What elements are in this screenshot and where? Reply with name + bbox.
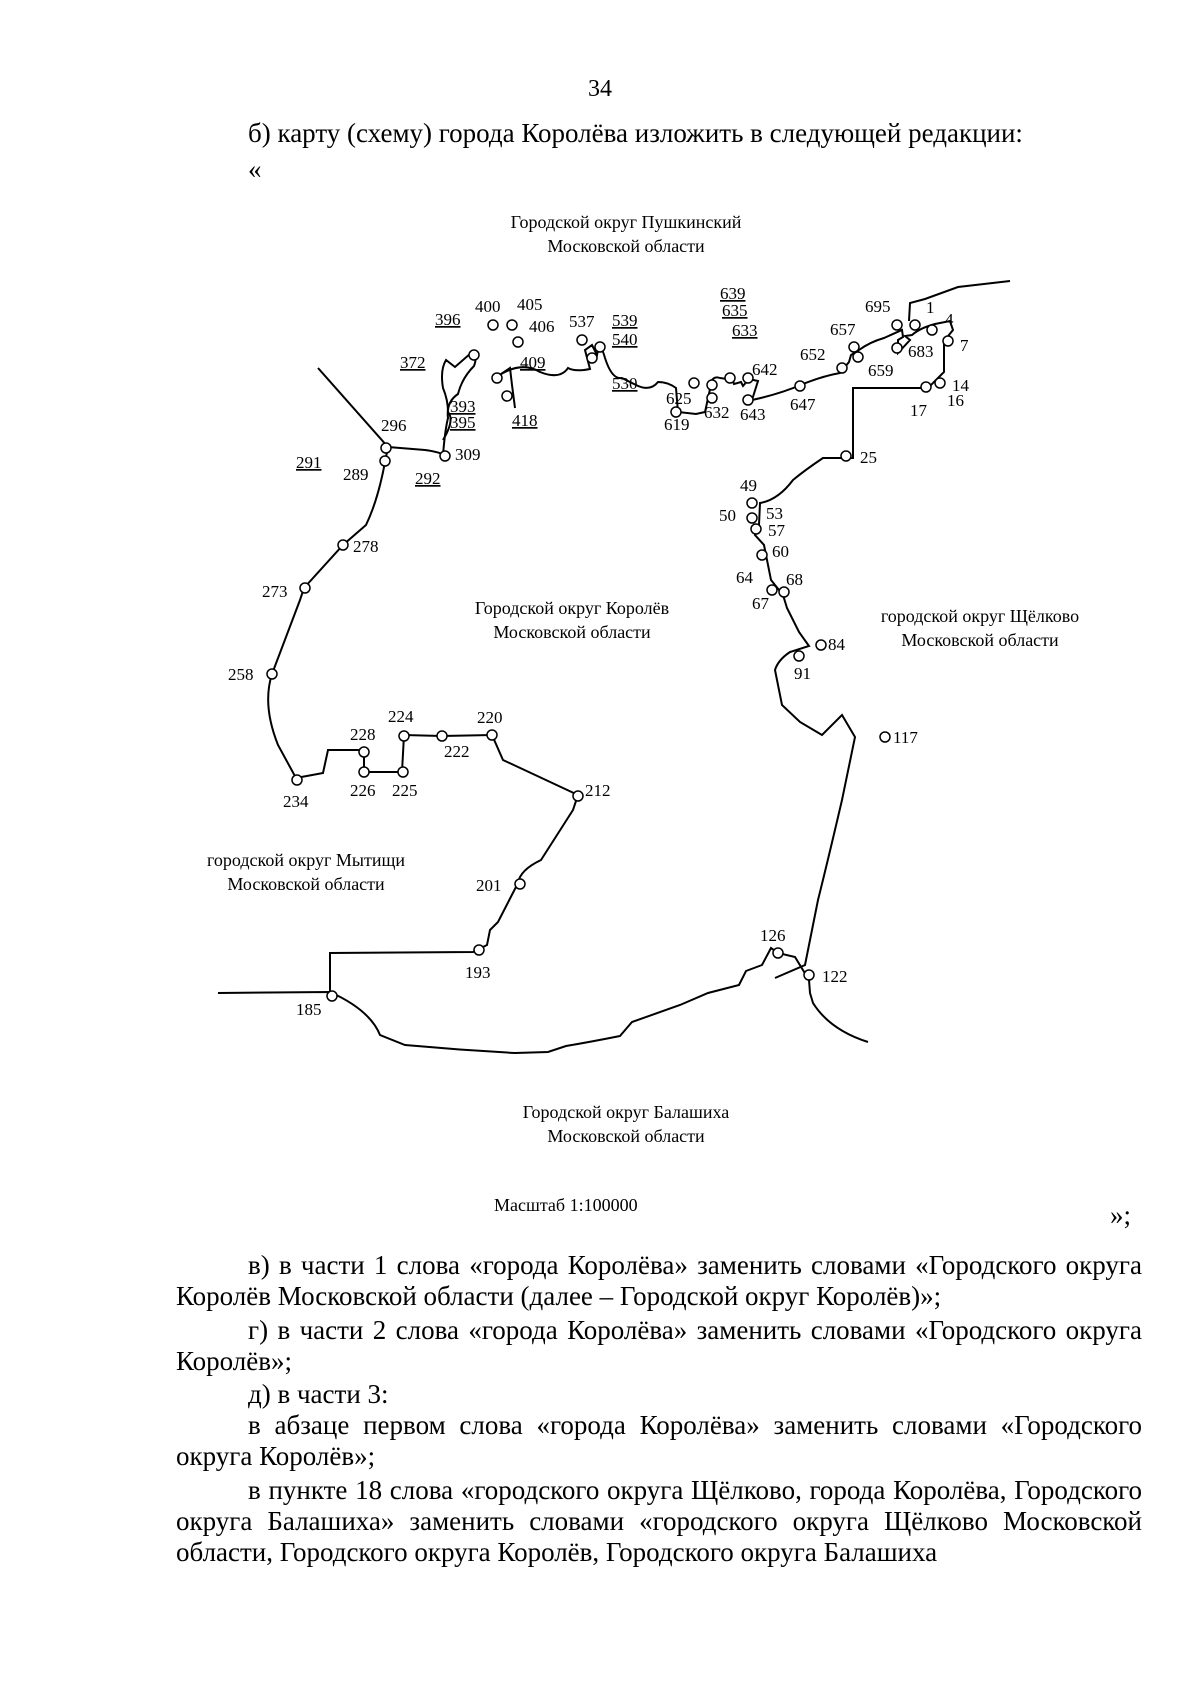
marker-400 — [488, 320, 498, 330]
marker-530 — [587, 353, 597, 363]
point-label-643: 643 — [740, 405, 766, 424]
point-label-633: 633 — [732, 321, 758, 340]
point-label-632: 632 — [704, 403, 730, 422]
marker-372 — [469, 350, 479, 360]
point-label-400: 400 — [475, 297, 501, 316]
marker-226 — [359, 767, 369, 777]
marker-406 — [513, 337, 523, 347]
marker-201 — [515, 879, 525, 889]
point-label-258: 258 — [228, 665, 254, 684]
marker-633 — [725, 373, 735, 383]
marker-683 — [892, 343, 902, 353]
marker-309 — [440, 451, 450, 461]
marker-212 — [573, 791, 583, 801]
region-south-line2: Московской области — [547, 1126, 705, 1146]
marker-539 — [595, 342, 605, 352]
amendment-d — [176, 1379, 1142, 1410]
point-label-185: 185 — [296, 1000, 322, 1019]
point-label-7: 7 — [960, 336, 969, 355]
point-label-273: 273 — [262, 582, 288, 601]
point-label-372: 372 — [400, 353, 426, 372]
point-label-395: 395 — [450, 413, 476, 432]
marker-537 — [577, 335, 587, 345]
region-south-line1: Городской округ Балашиха — [522, 1102, 730, 1122]
point-label-292: 292 — [415, 469, 441, 488]
point-label-14: 14 — [952, 376, 969, 395]
marker-220 — [487, 730, 497, 740]
marker-17 — [921, 382, 931, 392]
point-label-68: 68 — [786, 570, 803, 589]
marker-91 — [794, 651, 804, 661]
point-label-639: 639 — [720, 284, 746, 303]
marker-126 — [773, 948, 783, 958]
point-label-540: 540 — [612, 330, 638, 349]
marker-418 — [502, 391, 512, 401]
point-label-291: 291 — [296, 453, 322, 472]
point-label-409: 409 — [520, 353, 546, 372]
point-label-222: 222 — [444, 742, 470, 761]
marker-234 — [292, 775, 302, 785]
point-label-234: 234 — [283, 792, 309, 811]
point-label-53: 53 — [766, 504, 783, 523]
region-center-line2: Московской области — [493, 622, 651, 642]
marker-652 — [837, 363, 847, 373]
marker-7 — [943, 336, 953, 346]
point-label-396: 396 — [435, 310, 461, 329]
page-number: 34 — [588, 76, 612, 102]
point-label-212: 212 — [585, 781, 611, 800]
point-label-220: 220 — [477, 708, 503, 727]
region-north-line2: Московской области — [547, 236, 705, 256]
marker-57 — [751, 524, 761, 534]
marker-405 — [507, 320, 517, 330]
map-scale: Масштаб 1:100000 — [494, 1195, 638, 1215]
point-label-50: 50 — [719, 506, 736, 525]
point-label-296: 296 — [381, 416, 407, 435]
point-label-4: 4 — [945, 310, 954, 329]
marker-53 — [747, 513, 757, 523]
marker-296 — [381, 443, 391, 453]
marker-25 — [841, 451, 851, 461]
point-label-60: 60 — [772, 542, 789, 561]
amendment-g-text: г) в части 2 слова «города Королёва» заменить словами «Городского округа Королёв»; — [176, 1315, 1142, 1376]
point-label-91: 91 — [794, 664, 811, 683]
region-west-line1: городской округ Мытищи — [206, 850, 406, 870]
point-label-393: 393 — [450, 397, 476, 416]
marker-258 — [267, 669, 277, 679]
point-label-84: 84 — [828, 635, 845, 654]
marker-4 — [927, 325, 937, 335]
region-west-line2: Московской области — [227, 874, 385, 894]
point-label-225: 225 — [392, 781, 418, 800]
amendment-d-point18 — [176, 1475, 1142, 1568]
point-label-309: 309 — [455, 445, 481, 464]
marker-49 — [747, 498, 757, 508]
point-label-64: 64 — [736, 568, 753, 587]
point-label-695: 695 — [865, 297, 891, 316]
point-label-67: 67 — [752, 594, 769, 613]
point-label-16: 16 — [947, 391, 964, 410]
point-label-122: 122 — [822, 967, 848, 986]
amendment-v-text: в) в части 1 слова «города Королёва» заменить словами «Городского округа Королёв Московской области (далее – Городской округ Королёв)»; — [176, 1250, 1142, 1311]
marker-222 — [437, 731, 447, 741]
point-label-537: 537 — [569, 312, 595, 331]
marker-193 — [474, 945, 484, 955]
point-label-625: 625 — [666, 389, 692, 408]
point-label-228: 228 — [350, 725, 376, 744]
point-label-642: 642 — [752, 360, 778, 379]
boundary-markers — [267, 320, 953, 1001]
marker-647 — [795, 381, 805, 391]
marker-632 — [707, 393, 717, 403]
point-label-406: 406 — [529, 317, 555, 336]
point-label-619: 619 — [664, 415, 690, 434]
point-label-418: 418 — [512, 411, 538, 430]
region-east-line2: Московской области — [901, 630, 1059, 650]
region-north-line1: Городской округ Пушкинский — [510, 212, 742, 232]
point-label-1: 1 — [926, 298, 935, 317]
marker-60 — [757, 550, 767, 560]
point-label-647: 647 — [790, 395, 816, 414]
point-label-635: 635 — [722, 301, 748, 320]
region-center-line1: Городской округ Королёв — [474, 598, 670, 618]
open-quote: « — [248, 154, 262, 184]
region-labels — [207, 212, 1079, 1146]
marker-657 — [849, 342, 859, 352]
point-label-17: 17 — [910, 401, 927, 420]
marker-228 — [359, 747, 369, 757]
marker-122 — [804, 970, 814, 980]
point-label-25: 25 — [860, 448, 877, 467]
marker-659 — [853, 352, 863, 362]
marker-278 — [338, 540, 348, 550]
point-label-226: 226 — [350, 781, 376, 800]
region-east-line1: городской округ Щёлково — [880, 606, 1080, 626]
marker-117 — [880, 732, 890, 742]
marker-639 — [707, 380, 717, 390]
point-label-530: 530 — [612, 374, 638, 393]
point-label-278: 278 — [353, 537, 379, 556]
marker-625 — [689, 378, 699, 388]
amendment-g — [176, 1315, 1142, 1377]
point-label-193: 193 — [465, 963, 491, 982]
amendment-d-point18-text: в пункте 18 слова «городского округа Щёлково, города Королёва, Городского округа Балашиха» заменить словами «городского округа Щёлково Московской области, Городского округа Королёв, Городского округа Балашиха — [176, 1475, 1142, 1567]
point-label-659: 659 — [868, 361, 894, 380]
east-boundary — [909, 281, 1010, 321]
marker-1 — [910, 320, 920, 330]
marker-225 — [398, 767, 408, 777]
marker-409 — [492, 373, 502, 383]
point-label-201: 201 — [476, 876, 502, 895]
point-label-224: 224 — [388, 707, 414, 726]
close-quote: »; — [1110, 1200, 1132, 1230]
point-label-405: 405 — [517, 295, 543, 314]
point-label-652: 652 — [800, 345, 826, 364]
marker-695 — [892, 320, 902, 330]
marker-643 — [743, 395, 753, 405]
point-label-539: 539 — [612, 311, 638, 330]
boundary-lines — [218, 281, 1010, 1053]
point-label-683: 683 — [908, 342, 934, 361]
marker-185 — [327, 991, 337, 1001]
point-labels — [228, 284, 970, 1019]
amendment-d-para1 — [176, 1410, 1142, 1472]
point-label-117: 117 — [893, 728, 918, 747]
intro-text: б) карту (схему) города Королёва изложить в следующей редакции: — [248, 118, 1023, 148]
marker-273 — [300, 583, 310, 593]
point-label-57: 57 — [768, 521, 785, 540]
point-label-289: 289 — [343, 465, 369, 484]
point-label-126: 126 — [760, 926, 786, 945]
marker-14 — [935, 378, 945, 388]
marker-224 — [399, 731, 409, 741]
amendment-d-text: д) в части 3: — [248, 1379, 389, 1409]
marker-289 — [380, 456, 390, 466]
marker-84 — [816, 640, 826, 650]
amendment-d-para1-text: в абзаце первом слова «города Королёва» заменить словами «Городского округа Королёв»; — [176, 1410, 1142, 1471]
point-label-49: 49 — [740, 476, 757, 495]
point-label-657: 657 — [830, 320, 856, 339]
amendment-v — [176, 1250, 1142, 1312]
